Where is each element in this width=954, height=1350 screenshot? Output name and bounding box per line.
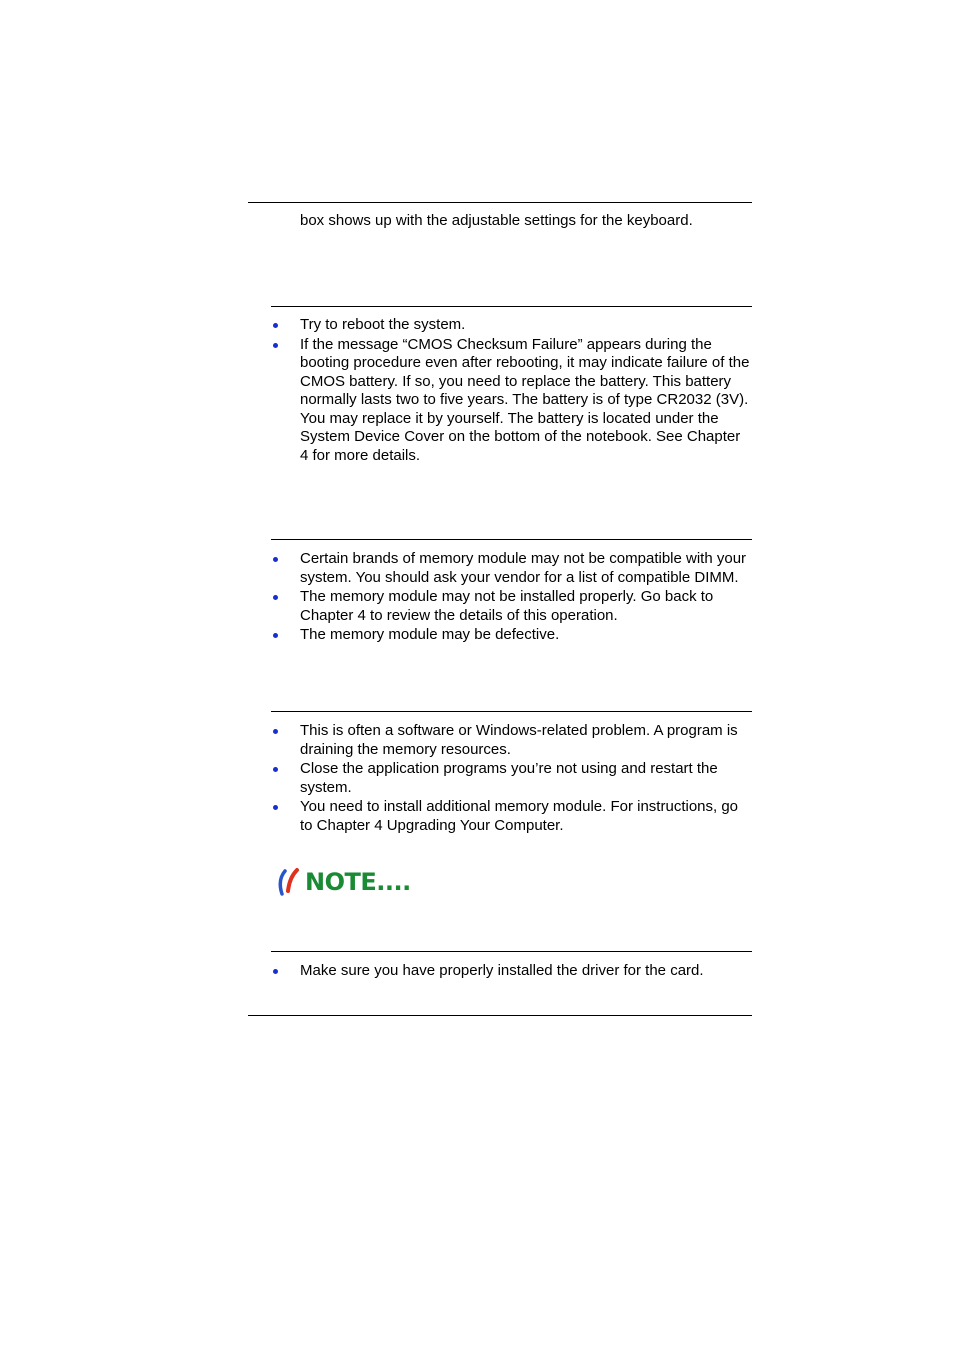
list-item-text: This is often a software or Windows-related problem. A program is draining the memory resources.	[300, 722, 738, 758]
list-item-text: Certain brands of memory module may not be compatible with your system. You should ask your vendor for a list of compatible DIMM.	[300, 550, 747, 586]
list-item	[273, 760, 752, 797]
note-graphic	[276, 865, 411, 899]
list-item-text: Make sure you have properly installed the driver for the card.	[300, 962, 704, 979]
list-item-text: If the message “CMOS Checksum Failure” appears during the booting procedure even after rebooting, it may indicate failure of the CMOS battery. If so, you need to replace the battery. This battery normally lasts two to five years. The battery is of type CR2032 (3V). You may replace it by yourself. The battery is located under the System Device Cover on the bottom of the notebook. See Chapter 4 for more details.	[300, 335, 750, 464]
bullet-icon	[273, 729, 278, 734]
list-item-text: You need to install additional memory module. For instructions, go to Chapter 4 Upgrading Your Computer.	[300, 798, 739, 834]
bullet-icon	[273, 557, 278, 562]
list-item	[273, 316, 752, 335]
list-item	[273, 588, 752, 625]
bottom-rule	[248, 1015, 752, 1016]
bullet-list	[273, 550, 752, 646]
bullet-icon	[273, 805, 278, 810]
bullet-icon	[273, 969, 278, 974]
bullet-icon	[273, 767, 278, 772]
list-item	[273, 962, 752, 981]
note-label: NOTE....	[305, 868, 411, 896]
bullet-icon	[273, 633, 278, 638]
bullet-icon	[273, 343, 278, 348]
list-item-text: The memory module may be defective.	[300, 626, 560, 643]
bullet-list	[273, 722, 752, 836]
bullet-list	[273, 962, 752, 982]
intro-paragraph: box shows up with the adjustable settings for the keyboard.	[300, 212, 693, 229]
section-rule	[271, 951, 752, 952]
list-item-text: Try to reboot the system.	[300, 316, 466, 333]
list-item-text: The memory module may not be installed properly. Go back to Chapter 4 to review the details of this operation.	[300, 588, 714, 624]
list-item	[273, 626, 752, 645]
section-rule	[271, 306, 752, 307]
bullet-icon	[273, 323, 278, 328]
list-item	[273, 550, 752, 587]
top-rule	[248, 202, 752, 203]
note-icon	[276, 867, 302, 897]
bullet-list	[273, 316, 752, 466]
list-item	[273, 722, 752, 759]
bullet-icon	[273, 595, 278, 600]
list-item	[273, 798, 752, 835]
section-rule	[271, 539, 752, 540]
section-rule	[271, 711, 752, 712]
list-item-text: Close the application programs you’re not using and restart the system.	[300, 760, 718, 796]
list-item	[273, 336, 752, 466]
